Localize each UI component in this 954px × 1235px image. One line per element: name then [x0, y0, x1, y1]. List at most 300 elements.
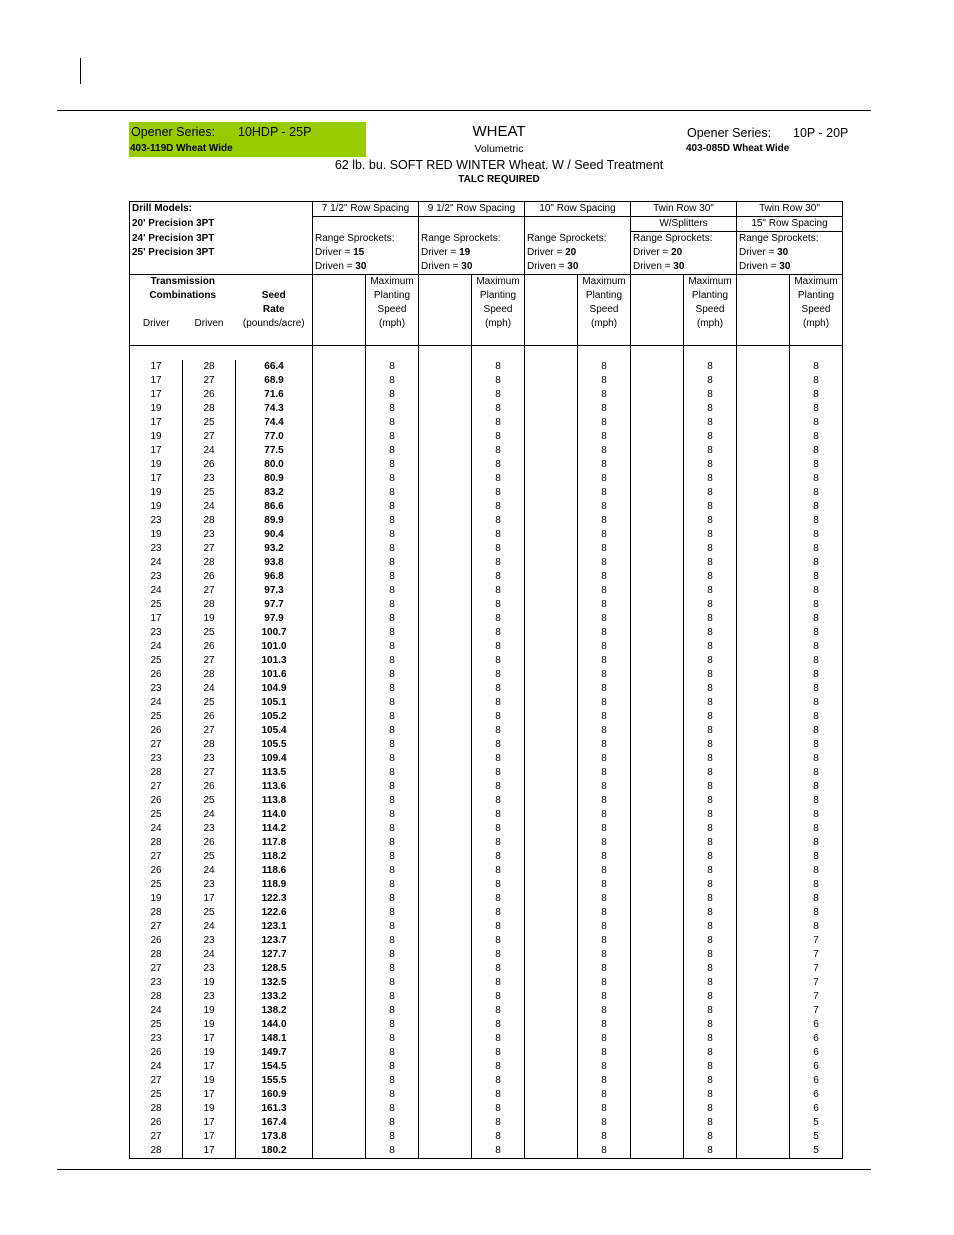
max-speed-cell: 8 — [472, 780, 525, 794]
spacing-blank-cell — [419, 612, 472, 626]
max-speed-cell: 8 — [790, 920, 843, 934]
spacing-blank-cell — [313, 640, 366, 654]
max-speed-header — [790, 331, 843, 346]
driver-header — [130, 346, 183, 361]
max-speed-cell: 8 — [472, 682, 525, 696]
max-speed-cell: 8 — [472, 1116, 525, 1130]
driver-cell: 17 — [130, 388, 183, 402]
spacing-blank-cell — [419, 1046, 472, 1060]
spacing-blank-cell — [313, 514, 366, 528]
max-speed-cell: 8 — [472, 948, 525, 962]
sprocket-driven-label: Driven = — [633, 261, 674, 272]
driven-cell: 28 — [183, 738, 236, 752]
driver-cell: 19 — [130, 430, 183, 444]
spacing-blank-cell — [631, 360, 684, 374]
spacing-blank-header — [631, 317, 684, 331]
spacing-blank-cell — [737, 752, 790, 766]
driven-cell: 19 — [183, 1004, 236, 1018]
header-row — [130, 217, 843, 232]
max-speed-cell: 8 — [578, 472, 631, 486]
max-speed-header: Speed — [790, 303, 843, 317]
max-speed-cell: 8 — [366, 780, 419, 794]
spacing-blank-cell — [525, 626, 578, 640]
max-speed-cell: 8 — [578, 696, 631, 710]
spacing-blank-cell — [737, 1060, 790, 1074]
right-series-value: 10P - 20P — [793, 126, 849, 140]
driven-cell: 23 — [183, 822, 236, 836]
max-speed-cell: 8 — [366, 360, 419, 374]
driver-cell: 28 — [130, 906, 183, 920]
max-speed-cell: 8 — [790, 458, 843, 472]
spacing-blank-cell — [631, 472, 684, 486]
max-speed-cell: 8 — [472, 696, 525, 710]
spacing-blank-cell — [525, 360, 578, 374]
driven-cell: 25 — [183, 906, 236, 920]
spacing-blank-cell — [419, 444, 472, 458]
max-speed-cell: 8 — [472, 472, 525, 486]
max-speed-cell: 8 — [578, 444, 631, 458]
max-speed-cell: 8 — [578, 822, 631, 836]
sprocket-driven — [313, 260, 419, 275]
spacing-blank-cell — [631, 402, 684, 416]
seed-rate-cell: 80.0 — [236, 458, 313, 472]
max-speed-cell: 8 — [366, 976, 419, 990]
max-speed-cell: 8 — [684, 794, 737, 808]
max-speed-cell: 8 — [366, 472, 419, 486]
max-speed-cell: 8 — [472, 542, 525, 556]
max-speed-cell: 8 — [578, 1130, 631, 1144]
max-speed-cell: 8 — [578, 1074, 631, 1088]
driver-cell: 27 — [130, 962, 183, 976]
seed-rate-header — [236, 346, 313, 361]
spacing-blank-cell — [737, 528, 790, 542]
spacing-blank-cell — [525, 1018, 578, 1032]
driven-cell: 17 — [183, 892, 236, 906]
driven-cell: 26 — [183, 640, 236, 654]
max-speed-cell: 8 — [366, 528, 419, 542]
max-speed-header: Speed — [472, 303, 525, 317]
max-speed-cell: 8 — [684, 892, 737, 906]
max-speed-cell: 8 — [472, 976, 525, 990]
max-speed-cell: 8 — [790, 906, 843, 920]
spacing-blank-cell — [525, 1004, 578, 1018]
max-speed-cell: 8 — [472, 850, 525, 864]
column-header-row — [130, 289, 843, 303]
max-speed-cell: 8 — [366, 920, 419, 934]
driven-cell: 24 — [183, 682, 236, 696]
max-speed-cell: 8 — [684, 1088, 737, 1102]
spacing-blank-cell — [737, 430, 790, 444]
table-row — [130, 640, 843, 654]
driver-cell: 25 — [130, 1018, 183, 1032]
spacing-blank-cell — [737, 388, 790, 402]
spacing-blank-cell — [737, 416, 790, 430]
spacing-blank-cell — [631, 416, 684, 430]
max-speed-cell: 8 — [578, 990, 631, 1004]
max-speed-cell: 8 — [684, 514, 737, 528]
seed-rate-cell: 66.4 — [236, 360, 313, 374]
max-speed-cell: 8 — [684, 402, 737, 416]
max-speed-cell: 7 — [790, 990, 843, 1004]
max-speed-cell: 8 — [684, 430, 737, 444]
max-speed-cell: 8 — [578, 766, 631, 780]
spacing-blank-cell — [313, 696, 366, 710]
driver-cell: 26 — [130, 724, 183, 738]
max-speed-cell: 8 — [578, 360, 631, 374]
spacing-blank-cell — [419, 668, 472, 682]
spacing-blank-cell — [631, 514, 684, 528]
spacing-blank-header — [313, 317, 366, 331]
driver-cell: 24 — [130, 696, 183, 710]
max-speed-cell: 8 — [472, 738, 525, 752]
table-row — [130, 458, 843, 472]
drill-model: 24' Precision 3PT — [130, 232, 313, 247]
max-speed-cell: 8 — [366, 864, 419, 878]
spacing-blank-header — [737, 331, 790, 346]
driver-cell: 17 — [130, 444, 183, 458]
table-row — [130, 822, 843, 836]
max-speed-cell: 5 — [790, 1144, 843, 1159]
max-speed-cell: 8 — [790, 584, 843, 598]
max-speed-cell: 8 — [578, 612, 631, 626]
seed-rate-cell: 105.2 — [236, 710, 313, 724]
max-speed-cell: 8 — [472, 402, 525, 416]
driver-header — [130, 303, 183, 317]
spacing-blank-cell — [525, 836, 578, 850]
table-row — [130, 612, 843, 626]
max-speed-cell: 8 — [578, 598, 631, 612]
table-row — [130, 864, 843, 878]
spacing-blank-cell — [631, 822, 684, 836]
max-speed-cell: 8 — [366, 1018, 419, 1032]
sprocket-driver-label: Driver = — [633, 247, 672, 258]
max-speed-cell: 8 — [790, 724, 843, 738]
driver-cell: 28 — [130, 948, 183, 962]
spacing-blank-cell — [419, 430, 472, 444]
seed-rate-cell: 113.8 — [236, 794, 313, 808]
seed-rate-cell: 101.0 — [236, 640, 313, 654]
spacing-blank-cell — [737, 724, 790, 738]
driven-cell: 23 — [183, 990, 236, 1004]
max-speed-header: (mph) — [472, 317, 525, 331]
driver-cell: 24 — [130, 822, 183, 836]
seed-rate-cell: 133.2 — [236, 990, 313, 1004]
spacing-blank-cell — [419, 794, 472, 808]
spacing-blank-cell — [419, 1116, 472, 1130]
max-speed-cell: 8 — [578, 962, 631, 976]
max-speed-cell: 6 — [790, 1102, 843, 1116]
max-speed-cell: 8 — [684, 668, 737, 682]
max-speed-cell: 8 — [578, 1116, 631, 1130]
driven-cell: 17 — [183, 1088, 236, 1102]
driven-cell: 17 — [183, 1130, 236, 1144]
max-speed-cell: 8 — [472, 990, 525, 1004]
spacing-blank-cell — [525, 556, 578, 570]
table-row — [130, 752, 843, 766]
driver-cell: 26 — [130, 668, 183, 682]
max-speed-cell: 8 — [790, 696, 843, 710]
max-speed-cell: 8 — [684, 948, 737, 962]
seed-rate-cell: 154.5 — [236, 1060, 313, 1074]
driven-cell: 27 — [183, 430, 236, 444]
max-speed-cell: 8 — [472, 668, 525, 682]
table-row — [130, 1116, 843, 1130]
seed-rate-cell: 122.3 — [236, 892, 313, 906]
driven-header — [183, 331, 236, 346]
spacing-blank-cell — [631, 1060, 684, 1074]
max-speed-header — [684, 346, 737, 361]
spacing-name-secondary: 15" Row Spacing — [737, 217, 843, 232]
max-speed-cell: 8 — [578, 402, 631, 416]
table-row — [130, 1102, 843, 1116]
seed-rate-cell: 144.0 — [236, 1018, 313, 1032]
spacing-blank-cell — [419, 360, 472, 374]
max-speed-cell: 8 — [366, 682, 419, 696]
max-speed-cell: 8 — [790, 360, 843, 374]
max-speed-cell: 8 — [578, 416, 631, 430]
table-row — [130, 696, 843, 710]
spacing-blank-cell — [525, 892, 578, 906]
max-speed-cell: 8 — [366, 388, 419, 402]
spacing-blank-cell — [737, 976, 790, 990]
spacing-blank-cell — [313, 556, 366, 570]
max-speed-header: Maximum — [790, 275, 843, 290]
table-row — [130, 934, 843, 948]
left-series-line — [131, 125, 312, 139]
max-speed-header: Speed — [684, 303, 737, 317]
right-series-label: Opener Series: — [687, 126, 772, 140]
spacing-blank-header — [419, 275, 472, 290]
max-speed-cell: 8 — [472, 934, 525, 948]
max-speed-cell: 8 — [366, 696, 419, 710]
max-speed-cell: 8 — [578, 458, 631, 472]
spacing-blank-cell — [631, 626, 684, 640]
driven-cell: 28 — [183, 402, 236, 416]
driver-cell: 25 — [130, 598, 183, 612]
spacing-blank-cell — [737, 458, 790, 472]
sprocket-driven-label: Driven = — [739, 261, 780, 272]
max-speed-cell: 8 — [684, 1046, 737, 1060]
spacing-blank-cell — [631, 668, 684, 682]
max-speed-cell: 8 — [790, 388, 843, 402]
driven-cell: 26 — [183, 388, 236, 402]
seed-rate-cell: 118.2 — [236, 850, 313, 864]
max-speed-cell: 8 — [366, 640, 419, 654]
max-speed-cell: 8 — [790, 766, 843, 780]
sprocket-driven-value: 30 — [673, 261, 685, 272]
spacing-blank-cell — [313, 794, 366, 808]
max-speed-cell: 6 — [790, 1046, 843, 1060]
table-row — [130, 598, 843, 612]
spacing-blank-cell — [525, 444, 578, 458]
spacing-blank-cell — [419, 766, 472, 780]
spacing-blank-cell — [631, 1032, 684, 1046]
max-speed-cell: 8 — [366, 934, 419, 948]
table-row — [130, 1130, 843, 1144]
max-speed-cell: 8 — [684, 472, 737, 486]
max-speed-cell: 8 — [472, 626, 525, 640]
spacing-blank-cell — [313, 948, 366, 962]
max-speed-cell: 8 — [366, 514, 419, 528]
seed-rate-cell: 114.2 — [236, 822, 313, 836]
spacing-blank-cell — [525, 1116, 578, 1130]
spacing-blank-cell — [313, 920, 366, 934]
spacing-blank-cell — [419, 542, 472, 556]
driven-cell: 26 — [183, 710, 236, 724]
seed-rate-cell: 123.1 — [236, 920, 313, 934]
spacing-blank-cell — [737, 1130, 790, 1144]
max-speed-cell: 8 — [578, 752, 631, 766]
seed-rate-header — [236, 275, 313, 290]
max-speed-cell: 8 — [684, 976, 737, 990]
spacing-blank-cell — [737, 612, 790, 626]
table-row — [130, 570, 843, 584]
spacing-blank-cell — [631, 388, 684, 402]
max-speed-cell: 8 — [578, 388, 631, 402]
spacing-blank-cell — [419, 710, 472, 724]
spacing-blank-header — [419, 331, 472, 346]
max-speed-header — [684, 331, 737, 346]
spacing-blank-cell — [419, 696, 472, 710]
table-row — [130, 1032, 843, 1046]
seed-rate-cell: 71.6 — [236, 388, 313, 402]
max-speed-cell: 8 — [366, 430, 419, 444]
spacing-blank-cell — [419, 598, 472, 612]
spacing-blank-cell — [631, 1018, 684, 1032]
max-speed-cell: 8 — [684, 500, 737, 514]
seed-rate-cell: 89.9 — [236, 514, 313, 528]
spacing-blank-cell — [313, 1018, 366, 1032]
spacing-blank-header — [419, 289, 472, 303]
talc-note: TALC REQUIRED — [458, 174, 540, 185]
seed-rate-cell: 123.7 — [236, 934, 313, 948]
spacing-blank-cell — [313, 836, 366, 850]
max-speed-cell: 8 — [790, 528, 843, 542]
spacing-blank-cell — [631, 724, 684, 738]
max-speed-cell: 8 — [684, 598, 737, 612]
sprocket-driven — [419, 260, 525, 275]
spacing-blank-cell — [525, 976, 578, 990]
seed-rate-cell: 96.8 — [236, 570, 313, 584]
max-speed-cell: 8 — [684, 570, 737, 584]
max-speed-cell: 8 — [578, 528, 631, 542]
spacing-blank-cell — [419, 822, 472, 836]
spacing-blank-cell — [631, 1102, 684, 1116]
driven-cell: 26 — [183, 836, 236, 850]
spacing-blank-cell — [313, 906, 366, 920]
driven-cell: 25 — [183, 486, 236, 500]
spacing-blank-cell — [419, 878, 472, 892]
max-speed-cell: 8 — [790, 794, 843, 808]
spacing-blank-cell — [313, 486, 366, 500]
spacing-blank-cell — [313, 626, 366, 640]
spacing-blank-cell — [313, 1102, 366, 1116]
header-row — [130, 232, 843, 247]
driven-cell: 28 — [183, 556, 236, 570]
max-speed-cell: 8 — [684, 1074, 737, 1088]
driver-cell: 17 — [130, 374, 183, 388]
seed-rate-cell: 128.5 — [236, 962, 313, 976]
table-row — [130, 990, 843, 1004]
spacing-blank-cell — [419, 920, 472, 934]
spacing-blank-cell — [313, 710, 366, 724]
spacing-blank-cell — [525, 514, 578, 528]
spacing-blank-cell — [313, 1144, 366, 1159]
max-speed-cell: 8 — [366, 1088, 419, 1102]
driver-cell: 17 — [130, 416, 183, 430]
max-speed-cell: 8 — [578, 1018, 631, 1032]
driven-cell: 25 — [183, 626, 236, 640]
spacing-blank-cell — [313, 962, 366, 976]
max-speed-cell: 8 — [578, 738, 631, 752]
sprocket-driven — [631, 260, 737, 275]
max-speed-cell: 8 — [684, 388, 737, 402]
max-speed-cell: 8 — [578, 1144, 631, 1159]
max-speed-cell: 6 — [790, 1018, 843, 1032]
max-speed-cell: 8 — [684, 542, 737, 556]
max-speed-header: (mph) — [790, 317, 843, 331]
spacing-blank-cell — [525, 570, 578, 584]
max-speed-header: Speed — [366, 303, 419, 317]
spacing-blank-cell — [419, 850, 472, 864]
max-speed-cell: 8 — [790, 514, 843, 528]
driven-cell: 28 — [183, 514, 236, 528]
seed-rate-cell: 155.5 — [236, 1074, 313, 1088]
max-speed-cell: 8 — [790, 444, 843, 458]
table-row — [130, 668, 843, 682]
table-row — [130, 682, 843, 696]
max-speed-cell: 8 — [366, 1004, 419, 1018]
range-sprockets-label: Range Sprockets: — [737, 232, 843, 247]
table-row — [130, 430, 843, 444]
drill-model: 20' Precision 3PT — [130, 217, 313, 232]
driver-cell: 23 — [130, 514, 183, 528]
max-speed-cell: 7 — [790, 976, 843, 990]
spacing-blank-cell — [631, 584, 684, 598]
max-speed-cell: 8 — [366, 458, 419, 472]
spacing-blank-cell — [525, 934, 578, 948]
spacing-blank-cell — [737, 472, 790, 486]
seed-rate-cell: 101.6 — [236, 668, 313, 682]
spacing-blank-cell — [737, 402, 790, 416]
max-speed-cell: 8 — [684, 626, 737, 640]
spacing-blank-cell — [737, 808, 790, 822]
driven-cell: 24 — [183, 920, 236, 934]
max-speed-cell: 8 — [578, 374, 631, 388]
max-speed-cell: 8 — [472, 906, 525, 920]
max-speed-cell: 8 — [684, 1018, 737, 1032]
spacing-blank-cell — [631, 976, 684, 990]
driven-cell: 25 — [183, 416, 236, 430]
table-row — [130, 486, 843, 500]
max-speed-cell: 8 — [366, 752, 419, 766]
max-speed-cell: 8 — [578, 1032, 631, 1046]
max-speed-cell: 8 — [578, 1102, 631, 1116]
seed-rate-cell: 77.5 — [236, 444, 313, 458]
spacing-blank-header — [313, 289, 366, 303]
max-speed-cell: 8 — [366, 850, 419, 864]
spacing-blank-header — [525, 275, 578, 290]
driver-cell: 27 — [130, 920, 183, 934]
table-row — [130, 948, 843, 962]
max-speed-cell: 8 — [366, 738, 419, 752]
seed-rate-cell: 132.5 — [236, 976, 313, 990]
max-speed-cell: 8 — [366, 878, 419, 892]
max-speed-cell: 8 — [578, 892, 631, 906]
spacing-blank-cell — [313, 1074, 366, 1088]
max-speed-cell: 8 — [684, 850, 737, 864]
driven-cell: 23 — [183, 934, 236, 948]
